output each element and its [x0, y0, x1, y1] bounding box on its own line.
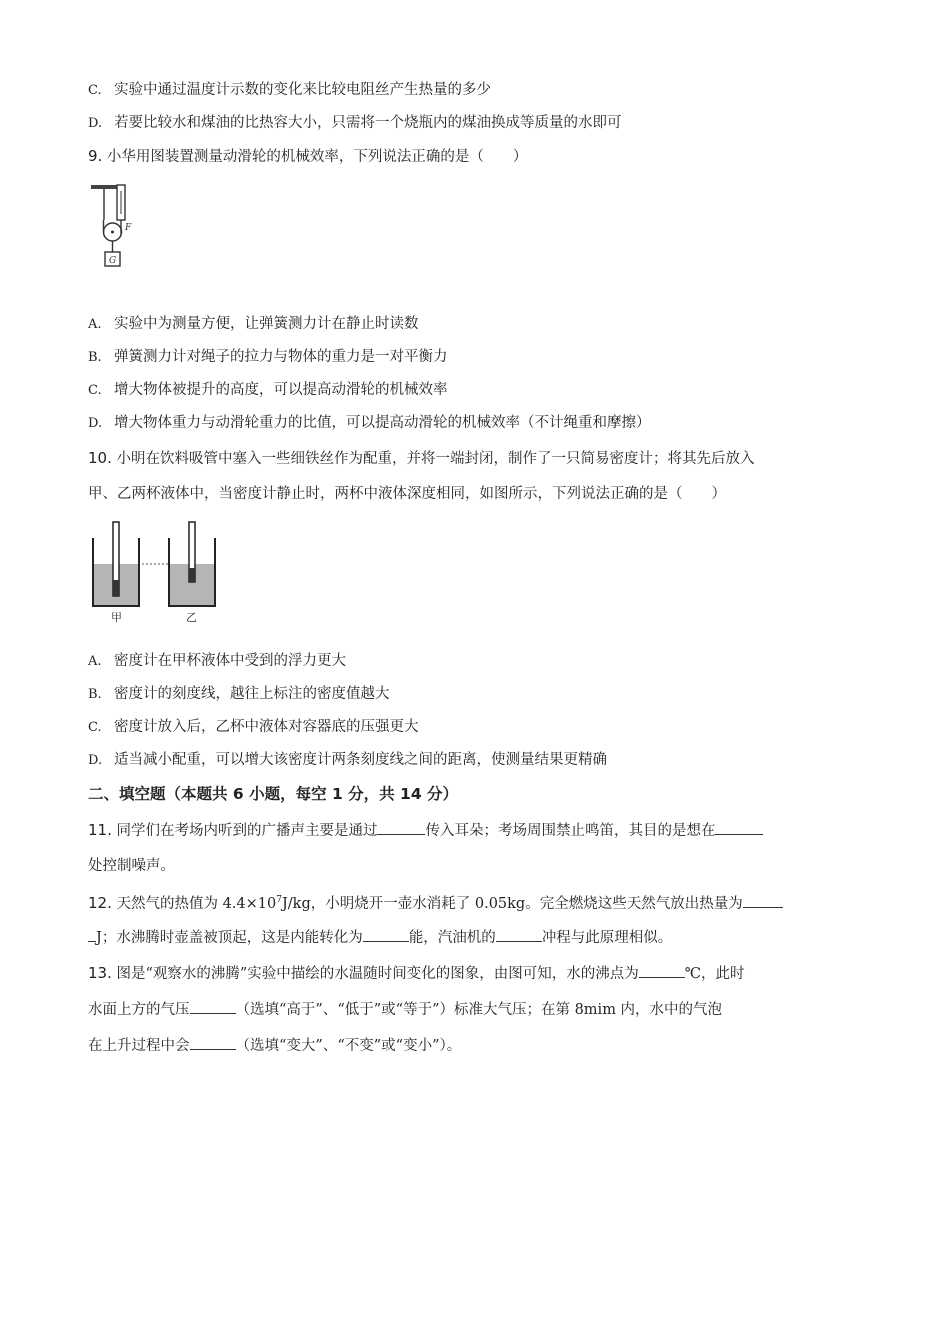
- q9-stem: [88, 146, 870, 167]
- option-text: 密度计的刻度线，越往上标注的密度值越大: [114, 686, 390, 702]
- label-jia: 甲: [111, 611, 122, 624]
- q10-option-b: [88, 684, 870, 705]
- question-text: ℃，此时: [684, 966, 745, 982]
- pulley-figure: [88, 180, 138, 282]
- option-text: 增大物体被提升的高度，可以提高动滑轮的机械效率: [114, 382, 448, 398]
- answer-blank[interactable]: [363, 927, 409, 942]
- answer-blank[interactable]: [639, 963, 685, 978]
- q10-stem-line1: [88, 448, 870, 469]
- option-letter: C.: [88, 720, 102, 735]
- question-number: 11.: [88, 821, 112, 839]
- answer-blank[interactable]: [715, 820, 763, 835]
- question-number: 9.: [88, 147, 103, 165]
- q11-line2: [88, 856, 870, 876]
- q9-option-a: [88, 314, 870, 335]
- answer-blank[interactable]: [496, 927, 542, 942]
- question-number: 10.: [88, 449, 112, 467]
- question-text: 传入耳朵；考场周围禁止鸣笛，其目的是想在: [425, 823, 716, 839]
- option-text: 适当减小配重，可以增大该密度计两条刻度线之间的距离，使测量结果更精确: [114, 752, 607, 768]
- question-text: （选填“变大”、“不变”或“变小”）。: [235, 1038, 462, 1054]
- q13-line3: [88, 1035, 870, 1056]
- question-text: 在上升过程中会: [88, 1038, 190, 1054]
- answer-blank[interactable]: [190, 999, 236, 1014]
- option-text: 增大物体重力与动滑轮重力的比值，可以提高动滑轮的机械效率（不计绳重和摩擦）: [114, 415, 651, 431]
- q13-line2: [88, 999, 870, 1020]
- option-text: 密度计放入后，乙杯中液体对容器底的压强更大: [114, 719, 419, 735]
- label-yi: 乙: [186, 611, 197, 624]
- q11-line1: [88, 820, 870, 841]
- answer-blank[interactable]: [743, 893, 783, 908]
- question-text: J；水沸腾时壶盖被顶起，这是内能转化为: [96, 930, 363, 946]
- beaker-jia: [93, 522, 139, 624]
- option-text: 弹簧测力计对绳子的拉力与物体的重力是一对平衡力: [114, 349, 448, 365]
- option-text: 若要比较水和煤油的比热容大小，只需将一个烧瓶内的煤油换成等质量的水即可: [114, 115, 622, 131]
- answer-blank[interactable]: [190, 1035, 236, 1050]
- option-text: 实验中通过温度计示数的变化来比较电阻丝产生热量的多少: [114, 82, 491, 98]
- hydrometer-figure: [88, 520, 222, 626]
- option-letter: A.: [88, 654, 102, 669]
- q10-option-a: [88, 651, 870, 672]
- beaker-yi: [169, 522, 215, 624]
- question-text: 甲、乙两杯液体中，当密度计静止时，两杯中液体深度相同，如图所示，下列说法正确的是（ ）: [88, 486, 726, 502]
- option-letter: A.: [88, 317, 102, 332]
- question-text: 水面上方的气压: [88, 1002, 190, 1018]
- exponent: 7: [276, 895, 282, 905]
- question-text: 小明在饮料吸管中塞入一些细铁丝作为配重，并将一端封闭，制作了一只简易密度计；将其先后放入: [116, 451, 755, 467]
- question-text: 处控制噪声。: [88, 858, 175, 874]
- q9-option-c: [88, 380, 870, 401]
- option-text: 密度计在甲杯液体中受到的浮力更大: [114, 653, 346, 669]
- option-letter: B.: [88, 350, 102, 365]
- answer-blank[interactable]: [88, 927, 96, 942]
- q12-line1: [88, 890, 870, 914]
- option-letter: C.: [88, 83, 102, 98]
- question-text: 天然气的热值为 4.4×10: [116, 895, 277, 912]
- option-letter: D.: [88, 116, 103, 131]
- option-letter: D.: [88, 753, 103, 768]
- question-text: 图是“观察水的沸腾”实验中描绘的水温随时间变化的图象，由图可知，水的沸点为: [116, 966, 639, 982]
- support-beam: [91, 185, 117, 189]
- section-title: 二、填空题（本题共 6 小题，每空 1 分，共 14 分）: [88, 785, 459, 803]
- question-text: （选填“高于”、“低于”或“等于”）标准大气压；在第 8mim 内，水中的气泡: [235, 1002, 723, 1018]
- q12-line2: [88, 927, 870, 948]
- q10-stem-line2: [88, 484, 870, 504]
- option-letter: D.: [88, 416, 103, 431]
- question-text: 小华用图装置测量动滑轮的机械效率，下列说法正确的是（ ）: [106, 149, 528, 165]
- answer-blank[interactable]: [377, 820, 425, 835]
- q8-option-c: [88, 80, 870, 101]
- force-label: F: [125, 223, 132, 233]
- q10-option-c: [88, 717, 870, 738]
- question-text: 能，汽油机的: [408, 930, 496, 946]
- question-text: 同学们在考场内听到的广播声主要是通过: [116, 823, 378, 839]
- q9-option-b: [88, 347, 870, 368]
- question-number: 12.: [88, 893, 112, 912]
- q13-line1: [88, 963, 870, 984]
- option-letter: C.: [88, 383, 102, 398]
- q8-option-d: [88, 113, 870, 134]
- question-text: 冲程与此原理相似。: [541, 930, 673, 946]
- question-text: J/kg，小明烧开一壶水消耗了 0.05kg。完全燃烧这些天然气放出热量为: [281, 895, 743, 912]
- option-text: 实验中为测量方便，让弹簧测力计在静止时读数: [114, 316, 419, 332]
- option-letter: B.: [88, 687, 102, 702]
- q9-option-d: [88, 413, 870, 434]
- question-number: 13.: [88, 964, 112, 982]
- weight-label: G: [109, 256, 117, 266]
- q10-option-d: [88, 750, 870, 771]
